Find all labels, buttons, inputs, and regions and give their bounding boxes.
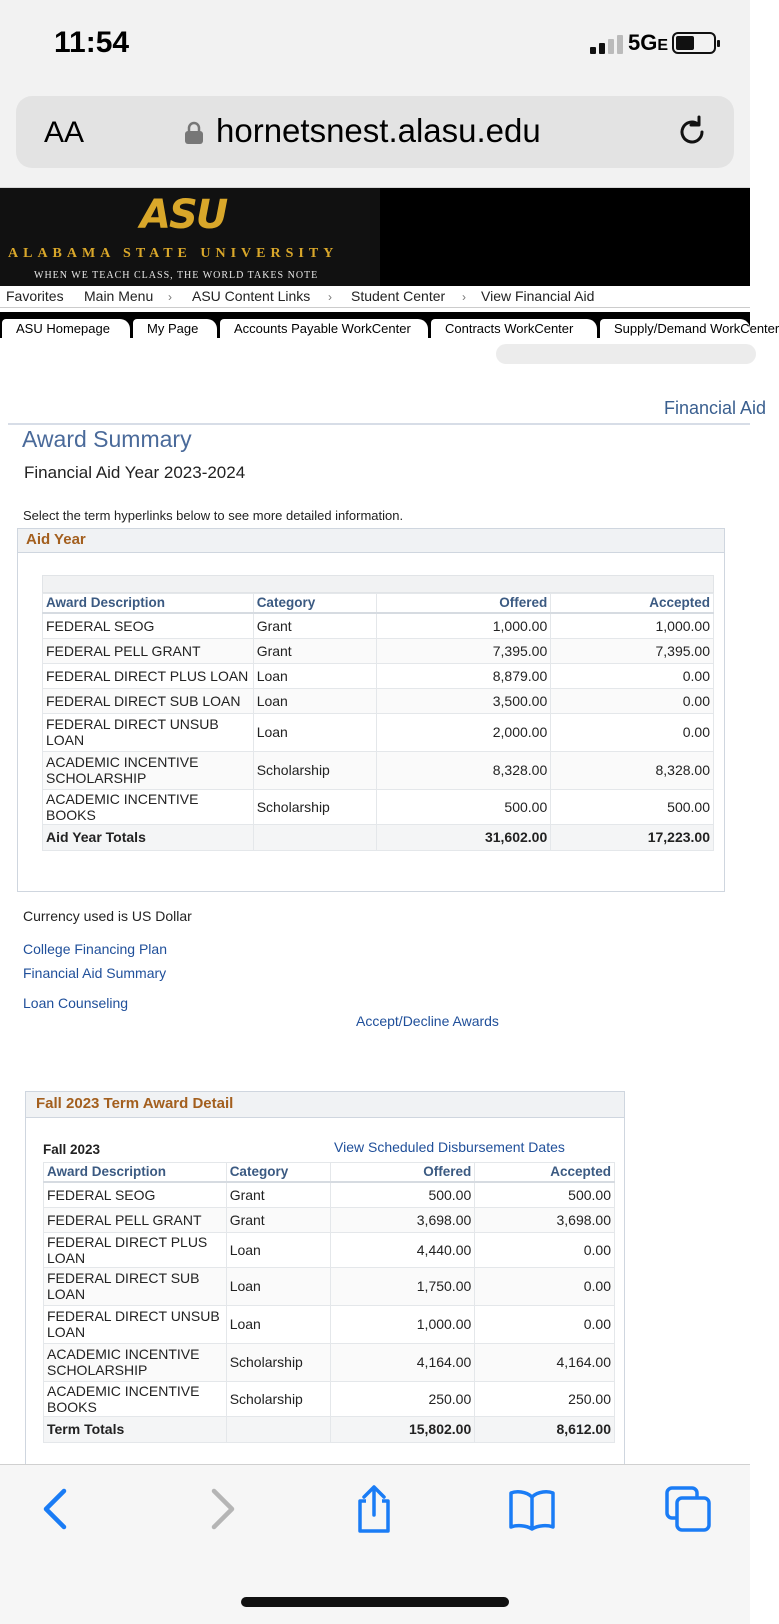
award-description-cell[interactable]: FEDERAL PELL GRANT	[44, 1207, 227, 1232]
offered-cell: 3,500.00	[376, 688, 551, 713]
fall-term-group	[25, 1091, 625, 1471]
breadcrumb-separator-icon: ›	[328, 290, 332, 304]
loan-counseling-link[interactable]: Loan Counseling	[23, 995, 129, 1011]
offered-cell: 3,698.00	[330, 1207, 475, 1232]
award-description-cell[interactable]: FEDERAL DIRECT SUB LOAN	[43, 688, 254, 713]
offered-cell: 1,000.00	[330, 1305, 475, 1343]
table-row	[43, 713, 714, 751]
col-category: Category	[226, 1163, 330, 1183]
text-size-button[interactable]: AA	[44, 116, 85, 149]
term-label: Fall 2023	[43, 1142, 101, 1157]
breadcrumb-student-center[interactable]: Student Center	[351, 288, 446, 304]
logo-university-name: ALABAMA STATE UNIVERSITY	[8, 246, 339, 261]
category-cell: Loan	[226, 1232, 330, 1267]
table-row	[44, 1182, 615, 1207]
col-offered: Offered	[376, 594, 551, 614]
award-description-cell[interactable]: ACADEMIC INCENTIVE SCHOLARSHIP	[44, 1343, 227, 1381]
breadcrumb-separator-icon: ›	[168, 290, 172, 304]
breadcrumb-main-menu[interactable]: Main Menu	[84, 288, 154, 304]
accepted-cell: 250.00	[475, 1381, 615, 1416]
offered-cell: 8,879.00	[376, 663, 551, 688]
breadcrumb-separator-icon: ›	[462, 290, 466, 304]
horizontal-scrollbar[interactable]	[496, 344, 756, 364]
offered-cell: 2,000.00	[376, 713, 551, 751]
offered-cell: 250.00	[330, 1381, 475, 1416]
table-row	[43, 663, 714, 688]
award-description-cell[interactable]: ACADEMIC INCENTIVE SCHOLARSHIP	[43, 751, 254, 789]
fall-term-table	[43, 1162, 615, 1443]
tab-contracts[interactable]: Contracts WorkCenter	[431, 319, 597, 338]
divider	[8, 423, 750, 425]
accepted-cell: 8,328.00	[551, 751, 714, 789]
share-icon[interactable]	[350, 1485, 398, 1533]
totals-blank	[253, 824, 376, 850]
table-row	[44, 1343, 615, 1381]
table-row	[44, 1232, 615, 1267]
award-description-cell[interactable]: FEDERAL DIRECT PLUS LOAN	[44, 1232, 227, 1267]
financial-aid-link[interactable]: Financial Aid	[664, 398, 767, 418]
totals-label: Aid Year Totals	[43, 824, 254, 850]
accepted-cell: 500.00	[551, 789, 714, 824]
college-financing-plan-link[interactable]: College Financing Plan	[23, 941, 167, 957]
totals-row	[43, 824, 714, 850]
totals-row	[44, 1416, 615, 1442]
accepted-cell: 0.00	[475, 1305, 615, 1343]
breadcrumb	[0, 286, 750, 308]
lock-icon	[184, 122, 204, 144]
accepted-cell: 0.00	[475, 1232, 615, 1267]
col-category: Category	[253, 594, 376, 614]
award-description-cell[interactable]: ACADEMIC INCENTIVE BOOKS	[44, 1381, 227, 1416]
totals-accepted: 8,612.00	[475, 1416, 615, 1442]
battery-icon	[672, 32, 716, 54]
instructions-text: Select the term hyperlinks below to see more detailed information.	[23, 508, 404, 523]
table-row	[44, 1381, 615, 1416]
category-cell: Loan	[226, 1305, 330, 1343]
breadcrumb-asu-content-links[interactable]: ASU Content Links	[192, 288, 311, 304]
cellular-signal-icon	[590, 34, 624, 54]
totals-offered: 15,802.00	[330, 1416, 475, 1442]
table-row	[43, 688, 714, 713]
category-cell: Loan	[226, 1267, 330, 1305]
accepted-cell: 4,164.00	[475, 1343, 615, 1381]
totals-blank	[226, 1416, 330, 1442]
status-time: 11:54	[54, 26, 130, 59]
offered-cell: 8,328.00	[376, 751, 551, 789]
aid-year-table	[42, 593, 714, 851]
award-description-cell[interactable]: FEDERAL DIRECT SUB LOAN	[44, 1267, 227, 1305]
logo-tagline: WHEN WE TEACH CLASS, THE WORLD TAKES NOTE	[34, 270, 319, 281]
browser-chrome	[0, 92, 750, 188]
category-cell: Loan	[253, 713, 376, 751]
award-description-cell[interactable]: FEDERAL DIRECT UNSUB LOAN	[44, 1305, 227, 1343]
offered-cell: 7,395.00	[376, 638, 551, 663]
grid-toolbar	[42, 575, 714, 593]
home-indicator	[241, 1597, 509, 1607]
table-row	[44, 1305, 615, 1343]
offered-cell: 500.00	[330, 1182, 475, 1207]
network-suffix: E	[657, 37, 669, 54]
tab-accounts-payable[interactable]: Accounts Payable WorkCenter	[220, 319, 428, 338]
accepted-cell: 3,698.00	[475, 1207, 615, 1232]
category-cell: Scholarship	[226, 1343, 330, 1381]
category-cell: Grant	[226, 1207, 330, 1232]
totals-label: Term Totals	[44, 1416, 227, 1442]
url-host[interactable]: hornetsnest.alasu.edu	[216, 112, 541, 149]
award-description-cell[interactable]: ACADEMIC INCENTIVE BOOKS	[43, 789, 254, 824]
tab-my-page[interactable]: My Page	[133, 319, 217, 338]
table-row	[43, 751, 714, 789]
tabs-icon[interactable]	[664, 1485, 712, 1533]
offered-cell: 4,440.00	[330, 1232, 475, 1267]
workcenter-tabs	[0, 312, 779, 338]
award-description-cell[interactable]: FEDERAL SEOG	[43, 613, 254, 638]
offered-cell: 500.00	[376, 789, 551, 824]
category-cell: Scholarship	[253, 751, 376, 789]
site-banner	[0, 188, 750, 286]
financial-aid-summary-link[interactable]: Financial Aid Summary	[23, 965, 167, 981]
bookmarks-icon[interactable]	[508, 1485, 556, 1533]
category-cell: Grant	[226, 1182, 330, 1207]
col-accepted: Accepted	[475, 1163, 615, 1183]
university-logo[interactable]	[0, 188, 380, 286]
breadcrumb-view-financial-aid[interactable]: View Financial Aid	[481, 288, 595, 304]
col-award-description: Award Description	[43, 594, 254, 614]
accepted-cell: 0.00	[551, 713, 714, 751]
accepted-cell: 500.00	[475, 1182, 615, 1207]
accepted-cell: 0.00	[551, 663, 714, 688]
category-cell: Grant	[253, 638, 376, 663]
aid-year-header: Aid Year	[18, 529, 724, 553]
accepted-cell: 7,395.00	[551, 638, 714, 663]
back-icon[interactable]	[34, 1485, 82, 1533]
tab-supply-demand[interactable]: Supply/Demand WorkCenter	[600, 319, 750, 338]
accepted-cell: 0.00	[475, 1267, 615, 1305]
totals-offered: 31,602.00	[376, 824, 551, 850]
totals-accepted: 17,223.00	[551, 824, 714, 850]
status-bar	[0, 0, 750, 92]
table-header-row	[43, 594, 714, 614]
category-cell: Scholarship	[253, 789, 376, 824]
reload-icon[interactable]	[672, 112, 712, 152]
currency-note: Currency used is US Dollar	[23, 908, 192, 924]
logo-asu: ASU	[140, 192, 227, 238]
category-cell: Loan	[253, 663, 376, 688]
aid-year-group	[17, 528, 725, 892]
aid-year-subtitle: Financial Aid Year 2023-2024	[24, 463, 246, 482]
offered-cell: 1,000.00	[376, 613, 551, 638]
table-row	[43, 638, 714, 663]
table-row	[43, 789, 714, 824]
col-offered: Offered	[330, 1163, 475, 1183]
network-label: 5G	[628, 30, 658, 55]
table-row	[43, 613, 714, 638]
award-description-cell[interactable]: FEDERAL SEOG	[44, 1182, 227, 1207]
breadcrumb-favorites[interactable]: Favorites	[6, 288, 64, 304]
forward-icon[interactable]	[196, 1485, 244, 1533]
address-bar[interactable]	[16, 96, 734, 168]
col-accepted: Accepted	[551, 594, 714, 614]
offered-cell: 4,164.00	[330, 1343, 475, 1381]
table-header-row	[44, 1163, 615, 1183]
network-type	[628, 30, 668, 56]
accepted-cell: 0.00	[551, 688, 714, 713]
fall-term-header: Fall 2023 Term Award Detail	[26, 1092, 624, 1118]
table-row	[44, 1207, 615, 1232]
col-award-description: Award Description	[44, 1163, 227, 1183]
award-description-cell[interactable]: FEDERAL DIRECT PLUS LOAN	[43, 663, 254, 688]
award-description-cell[interactable]: FEDERAL DIRECT UNSUB LOAN	[43, 713, 254, 751]
category-cell: Grant	[253, 613, 376, 638]
accepted-cell: 1,000.00	[551, 613, 714, 638]
disbursement-dates-link[interactable]: View Scheduled Disbursement Dates	[334, 1139, 565, 1155]
page-title: Award Summary	[22, 426, 192, 452]
award-description-cell[interactable]: FEDERAL PELL GRANT	[43, 638, 254, 663]
tab-asu-homepage[interactable]: ASU Homepage	[2, 319, 130, 338]
category-cell: Loan	[253, 688, 376, 713]
table-row	[44, 1267, 615, 1305]
accept-decline-awards-link[interactable]: Accept/Decline Awards	[356, 1013, 499, 1029]
category-cell: Scholarship	[226, 1381, 330, 1416]
offered-cell: 1,750.00	[330, 1267, 475, 1305]
